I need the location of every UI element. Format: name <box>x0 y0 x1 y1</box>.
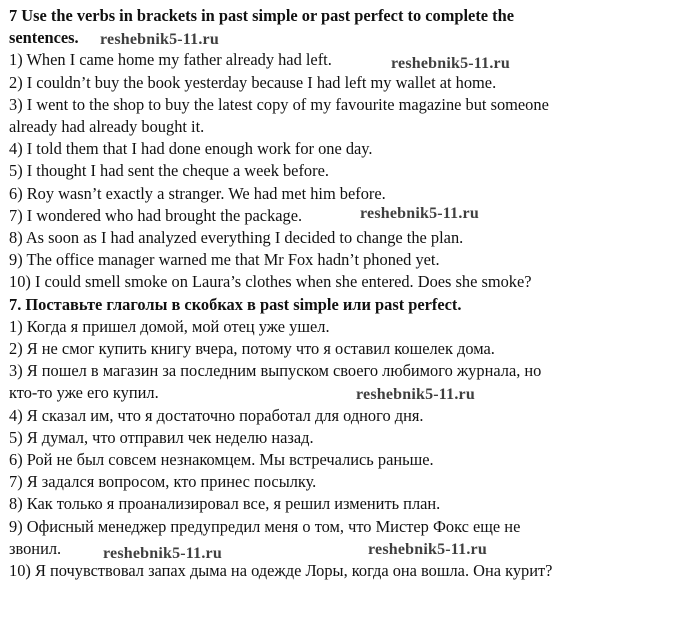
english-heading-line2: sentences. <box>9 28 79 48</box>
russian-item-7: 7) Я задался вопросом, кто принес посылку. <box>9 472 317 492</box>
russian-item-6: 6) Рой не был совсем незнакомцем. Мы встречались раньше. <box>9 450 434 470</box>
russian-item-5: 5) Я думал, что отправил чек неделю назад. <box>9 427 314 447</box>
russian-item-10: 10) Я почувствовал запах дыма на одежде Лоры, когда она вошла. Она курит? <box>9 561 553 581</box>
russian-item-1: 1) Когда я пришел домой, мой отец уже ушел. <box>9 316 330 336</box>
russian-item-3-continued: кто-то уже его купил. <box>9 383 159 403</box>
russian-item-4: 4) Я сказал им, что я достаточно поработал для одного дня. <box>9 405 424 425</box>
english-item-4: 4) I told them that I had done enough work for one day. <box>9 139 373 159</box>
english-item-5: 5) I thought I had sent the cheque a week before. <box>9 161 329 181</box>
russian-item-8: 8) Как только я проанализировал все, я решил изменить план. <box>9 494 441 514</box>
russian-item-9: 9) Офисный менеджер предупредил меня о том, что Мистер Фокс еще не <box>9 516 521 536</box>
english-item-3-continued: already had already bought it. <box>9 117 205 137</box>
russian-item-9-continued: звонил. <box>9 538 62 558</box>
watermark: reshebnik5-11.ru <box>368 541 487 558</box>
watermark: reshebnik5-11.ru <box>103 545 222 562</box>
english-heading-line1: 7 Use the verbs in brackets in past simple or past perfect to complete the <box>9 6 515 25</box>
russian-heading: 7. Поставьте глаголы в скобках в past simple или past perfect. <box>9 294 462 314</box>
english-item-2: 2) I couldn’t buy the book yesterday because I had left my wallet at home. <box>9 72 497 92</box>
english-item-8: 8) As soon as I had analyzed everything I decided to change the plan. <box>9 228 464 248</box>
watermark: reshebnik5-11.ru <box>360 205 479 222</box>
watermark: reshebnik5-11.ru <box>356 386 475 403</box>
english-item-3: 3) I went to the shop to buy the latest copy of my favourite magazine but someone <box>9 94 549 114</box>
english-item-1: 1) When I came home my father already had left. <box>9 50 332 70</box>
english-item-10: 10) I could smell smoke on Laura’s clothes when she entered. Does she smoke? <box>9 272 532 292</box>
english-item-9: 9) The office manager warned me that Mr Fox hadn’t phoned yet. <box>9 250 440 270</box>
russian-item-3: 3) Я пошел в магазин за последним выпуском своего любимого журнала, но <box>9 361 542 381</box>
watermark: reshebnik5-11.ru <box>100 31 219 48</box>
exercise-page <box>9 5 665 582</box>
watermark: reshebnik5-11.ru <box>391 55 510 72</box>
english-item-7: 7) I wondered who had brought the package. <box>9 205 303 225</box>
russian-item-2: 2) Я не смог купить книгу вчера, потому что я оставил кошелек дома. <box>9 339 495 359</box>
english-item-6: 6) Roy wasn’t exactly a stranger. We had met him before. <box>9 183 386 203</box>
